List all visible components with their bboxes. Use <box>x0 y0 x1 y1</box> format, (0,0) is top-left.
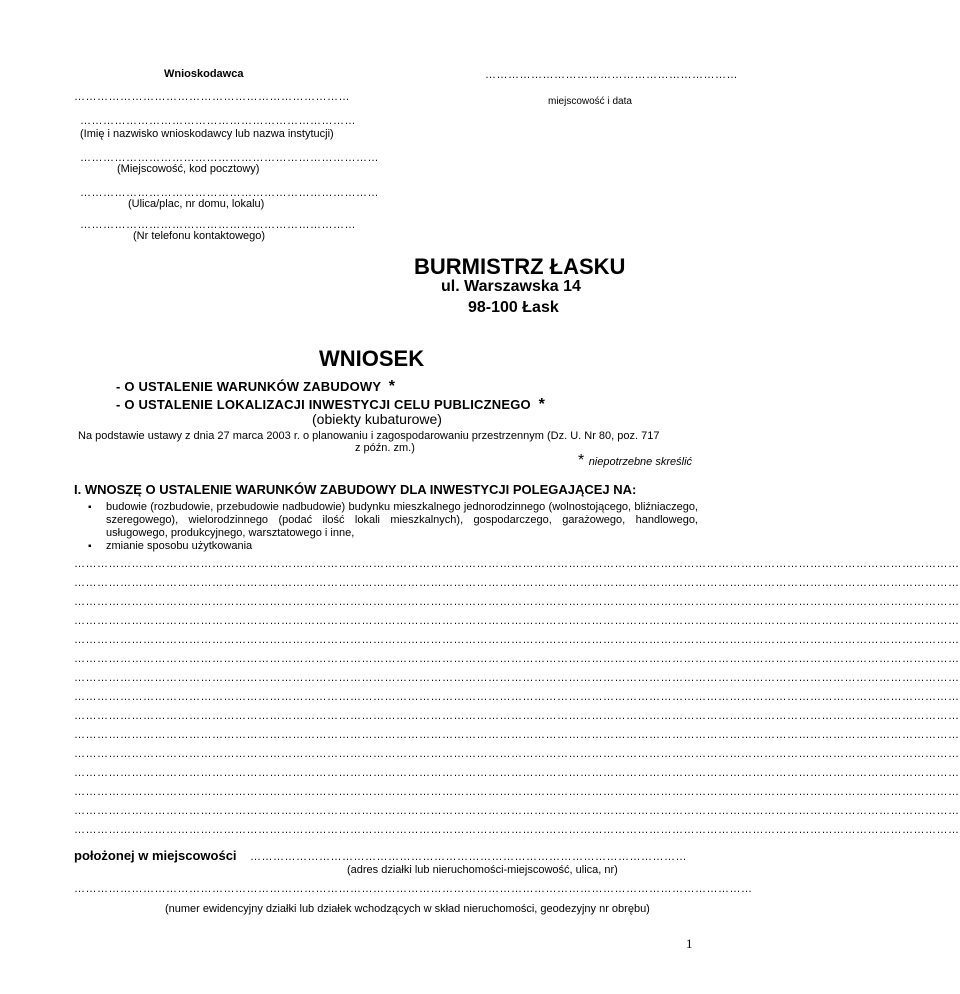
location-caption: (adres działki lub nieruchomości-miejscowość, ulica, nr) <box>347 864 618 876</box>
investment-type-construction: ▪ budowie (rozbudowie, przebudowie nadbudowie) budynku mieszkalnego jednorodzinnego (wolnostojącego, bliźniaczego, szeregowego), wielorodzinnego (podać ilość lokali mieszkalnych), gospodarczego, garażowego, handlowego, usługowego, produkcyjnego, warsztatowego i inne, <box>88 501 698 540</box>
parcel-caption: (numer ewidencyjny działki lub działek wchodzących w skład nieruchomości, geodezyjny nr obrębu) <box>165 903 650 915</box>
description-line-4[interactable]: …………………………………………………………………………………………………………………………………………………………………………………………………………… <box>74 615 960 627</box>
applicant-city-line[interactable]: …………………………………………………………………… <box>80 152 379 164</box>
option-building-conditions-label: - O USTALENIE WARUNKÓW ZABUDOWY <box>116 379 381 394</box>
parcel-line[interactable]: …………………………………………………………………………………………………………………………………………………………… <box>74 883 753 895</box>
description-line-3[interactable]: …………………………………………………………………………………………………………………………………………………………………………………………………………… <box>74 596 960 608</box>
description-line-5[interactable]: …………………………………………………………………………………………………………………………………………………………………………………………………………… <box>74 634 960 646</box>
description-line-13[interactable]: …………………………………………………………………………………………………………………………………………………………………………………………………………… <box>74 786 960 798</box>
footnote <box>578 452 692 470</box>
page-number: 1 <box>686 936 693 951</box>
place-date-line[interactable]: ………………………………………………………… <box>485 69 738 81</box>
applicant-phone-caption: (Nr telefonu kontaktowego) <box>133 230 266 242</box>
applicant-name-caption: (Imię i nazwisko wnioskodawcy lub nazwa instytucji) <box>80 128 334 140</box>
applicant-street-line[interactable]: …………………………………………………………………… <box>80 187 379 199</box>
place-date-caption: miejscowość i data <box>548 96 632 107</box>
legal-basis-line-1: Na podstawie ustawy z dnia 27 marca 2003 r. o planowaniu i zagospodarowaniu przestrzennym (Dz. U. Nr 80, poz. 717 <box>78 430 660 442</box>
applicant-name-line-1[interactable]: ……………………………………………………………… <box>74 91 350 103</box>
option1-asterisk: * <box>388 378 396 395</box>
legal-basis-line-2: z późn. zm.) <box>355 442 415 454</box>
description-line-1[interactable]: …………………………………………………………………………………………………………………………………………………………………………………………………………… <box>74 558 960 570</box>
applicant-city-caption: (Miejscowość, kod pocztowy) <box>117 163 260 175</box>
description-line-8[interactable]: …………………………………………………………………………………………………………………………………………………………………………………………………………… <box>74 691 960 703</box>
investment-type-list <box>88 501 698 553</box>
description-line-9[interactable]: …………………………………………………………………………………………………………………………………………………………………………………………………………… <box>74 710 960 722</box>
applicant-phone-line[interactable]: ……………………………………………………………… <box>80 219 356 231</box>
description-line-6[interactable]: …………………………………………………………………………………………………………………………………………………………………………………………………………… <box>74 653 960 665</box>
investment-type-change-of-use: ▪ zmianie sposobu użytkowania <box>88 540 698 553</box>
option2-asterisk: * <box>538 396 546 413</box>
description-line-12[interactable]: …………………………………………………………………………………………………………………………………………………………………………………………………………… <box>74 767 960 779</box>
description-line-11[interactable]: …………………………………………………………………………………………………………………………………………………………………………………………………………… <box>74 748 960 760</box>
applicant-street-caption: (Ulica/plac, nr domu, lokalu) <box>128 198 265 210</box>
option-public-investment-label: - O USTALENIE LOKALIZACJI INWESTYCJI CELU PUBLICZNEGO <box>116 397 531 412</box>
description-line-14[interactable]: …………………………………………………………………………………………………………………………………………………………………………………………………………… <box>74 805 960 817</box>
applicant-name-line-2[interactable]: ……………………………………………………………… <box>80 115 356 127</box>
footnote-star: * <box>578 452 585 469</box>
recipient-postal: 98-100 Łask <box>468 299 559 316</box>
application-title: WNIOSEK <box>319 346 425 371</box>
location-label: położonej w miejscowości <box>74 848 237 863</box>
description-line-10[interactable]: …………………………………………………………………………………………………………………………………………………………………………………………………………… <box>74 729 960 741</box>
description-line-7[interactable]: …………………………………………………………………………………………………………………………………………………………………………………………………………… <box>74 672 960 684</box>
recipient-title: BURMISTRZ ŁASKU <box>414 254 626 279</box>
option-building-conditions <box>116 378 395 396</box>
application-subtitle: (obiekty kubaturowe) <box>312 411 442 427</box>
applicant-label: Wnioskodawca <box>164 68 244 80</box>
footnote-text: niepotrzebne skreślić <box>588 456 693 468</box>
recipient-street: ul. Warszawska 14 <box>441 278 581 295</box>
description-line-15[interactable]: …………………………………………………………………………………………………………………………………………………………………………………………………………… <box>74 824 960 836</box>
description-line-2[interactable]: …………………………………………………………………………………………………………………………………………………………………………………………………………… <box>74 577 960 589</box>
section-1-title: I. WNOSZĘ O USTALENIE WARUNKÓW ZABUDOWY DLA INWESTYCJI POLEGAJĄCEJ NA: <box>74 482 637 497</box>
location-line[interactable]: …………………………………………………………………………………………………… <box>250 851 687 863</box>
